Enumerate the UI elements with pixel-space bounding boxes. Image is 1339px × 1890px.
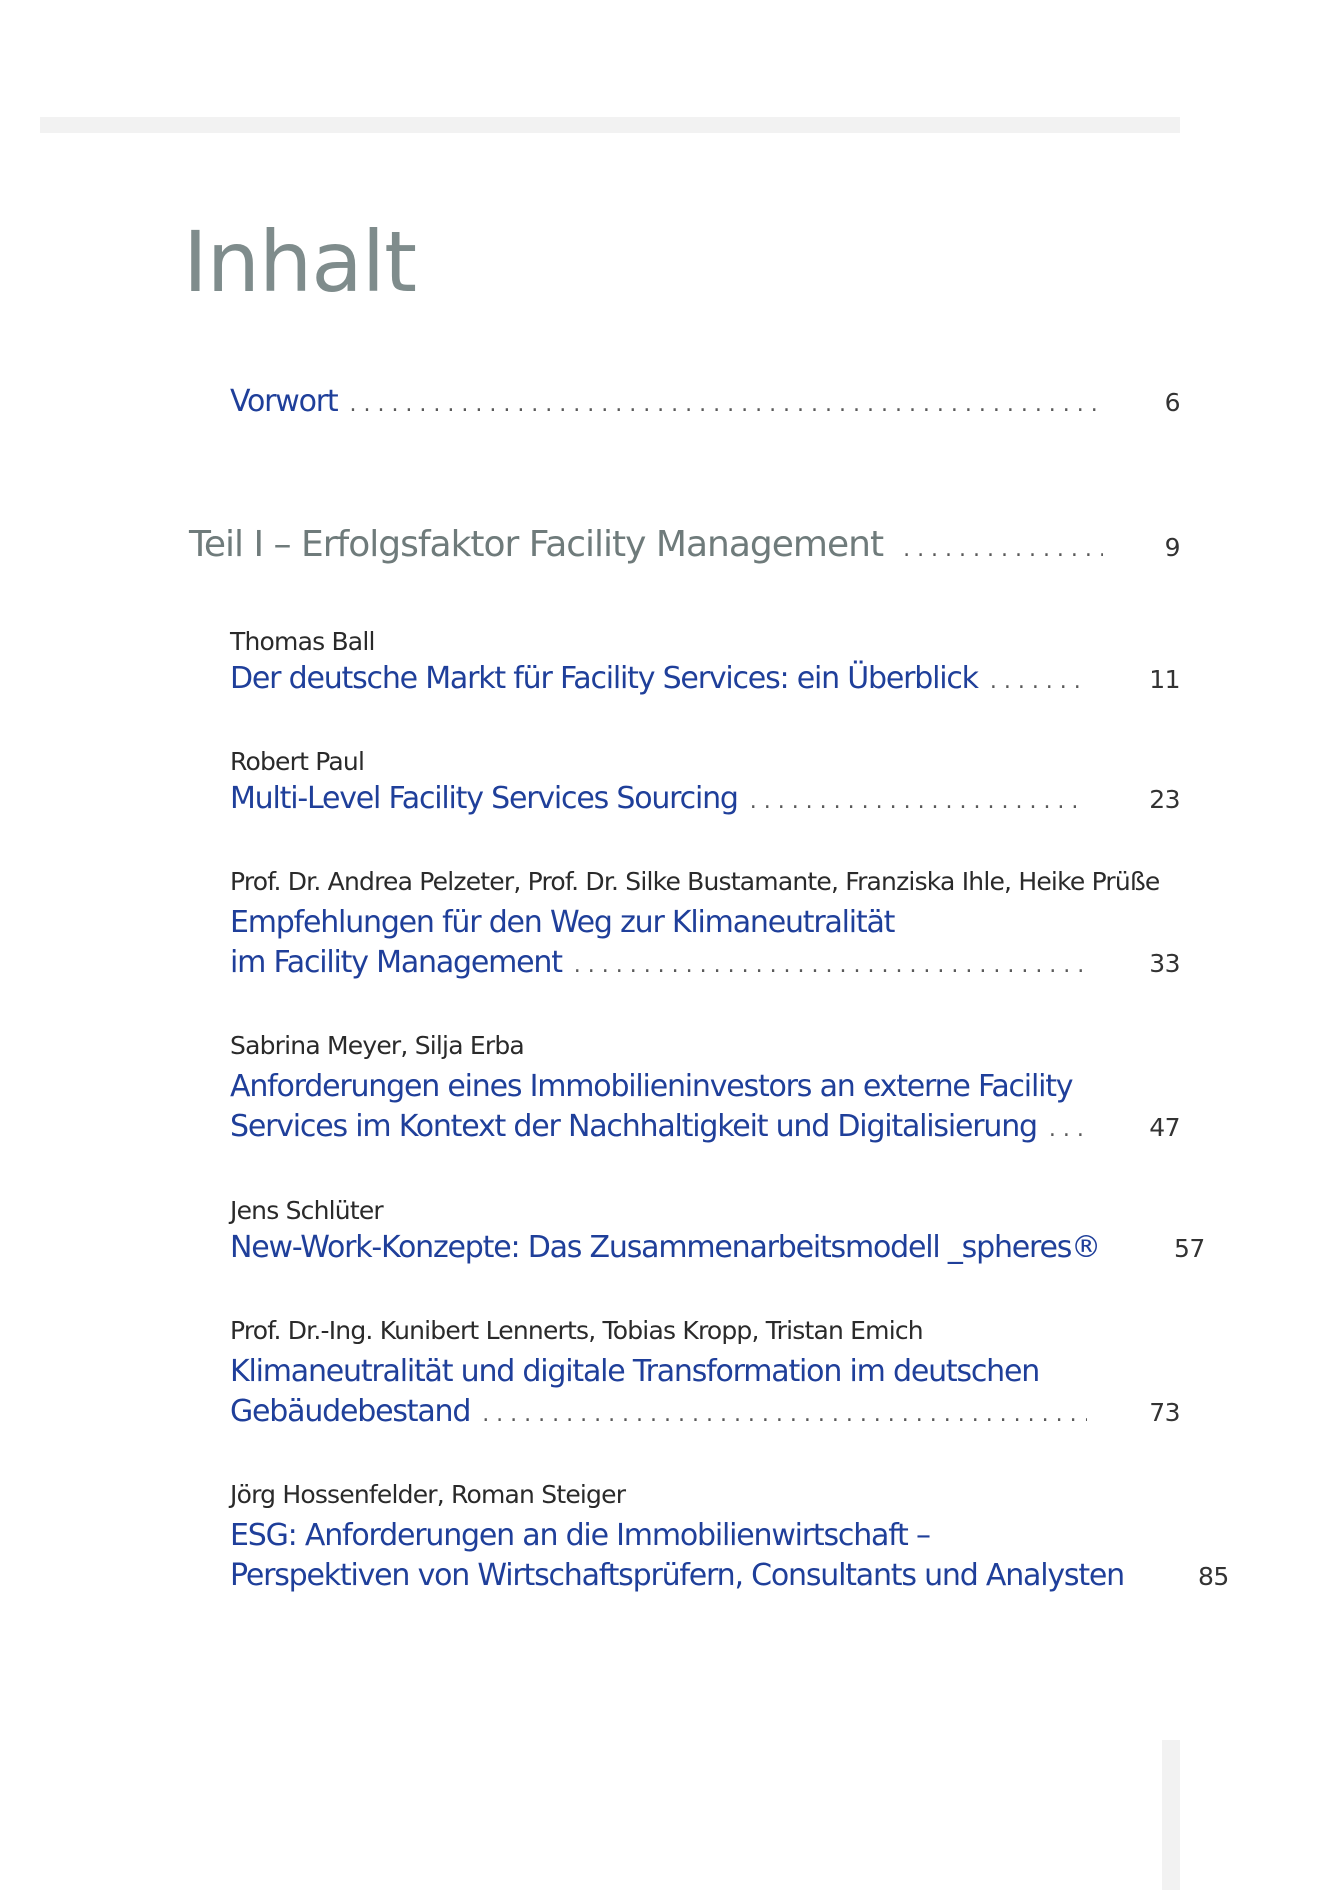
page-title: Inhalt — [183, 213, 416, 311]
toc-page-number: 57 — [1173, 1234, 1205, 1263]
toc-part-heading[interactable] — [189, 524, 1180, 565]
toc-entry[interactable] — [230, 743, 1180, 825]
part-title[interactable]: Teil I – Erfolgsfaktor Facility Management — [189, 524, 884, 565]
toc-title[interactable]: Perspektiven von Wirtschaftsprüfern, Consultants und Analysten — [230, 1558, 1124, 1593]
toc-title[interactable]: Der deutsche Markt für Facility Services: ein Überblick — [230, 661, 978, 696]
toc-page-number: 9 — [1164, 533, 1180, 562]
toc-author: Sabrina Meyer, Silja Erba — [230, 1031, 524, 1060]
toc-page-number: 47 — [1149, 1113, 1180, 1142]
dot-leader — [903, 539, 1103, 561]
dot-leader — [750, 791, 1087, 813]
toc-title-line[interactable]: Anforderungen eines Immobilieninvestors an externe Facility — [230, 1069, 1073, 1104]
toc-page-number: 33 — [1149, 949, 1180, 978]
dot-leader — [1049, 1119, 1087, 1141]
dot-leader — [990, 671, 1087, 693]
toc-author: Thomas Ball — [230, 627, 375, 656]
toc-entry-vorwort[interactable] — [230, 384, 1180, 428]
side-decorative-rule — [1162, 1740, 1180, 1890]
toc-title[interactable]: Services im Kontext der Nachhaltigkeit und Digitalisierung — [230, 1109, 1037, 1144]
toc-title[interactable]: im Facility Management — [230, 945, 562, 980]
toc-title[interactable]: New-Work-Konzepte: Das Zusammenarbeitsmodell _spheres® — [230, 1230, 1100, 1265]
toc-page-number: 85 — [1197, 1562, 1229, 1591]
toc-entry[interactable] — [230, 1312, 1180, 1438]
dot-leader — [574, 955, 1087, 977]
toc-author: Robert Paul — [230, 747, 365, 776]
dot-leader — [349, 394, 1102, 416]
toc-title-line[interactable]: ESG: Anforderungen an die Immobilienwirtschaft – — [230, 1518, 930, 1553]
toc-title[interactable]: Gebäudebestand — [230, 1394, 471, 1429]
toc-page-number: 23 — [1149, 785, 1180, 814]
toc-entry[interactable] — [230, 863, 1180, 989]
toc-author: Prof. Dr.-Ing. Kunibert Lennerts, Tobias Kropp, Tristan Emich — [230, 1316, 923, 1345]
top-decorative-rule — [40, 117, 1180, 133]
toc-entry[interactable] — [230, 1192, 1205, 1274]
toc-title[interactable]: Vorwort — [230, 384, 338, 419]
toc-author: Jens Schlüter — [230, 1196, 383, 1225]
toc-title[interactable]: Multi-Level Facility Services Sourcing — [230, 781, 738, 816]
toc-title-line[interactable]: Empfehlungen für den Weg zur Klimaneutralität — [230, 905, 895, 940]
toc-page-number: 73 — [1149, 1398, 1180, 1427]
toc-entry[interactable] — [230, 623, 1180, 705]
dot-leader — [482, 1404, 1087, 1426]
toc-entry[interactable] — [230, 1476, 1229, 1602]
toc-title-line[interactable]: Klimaneutralität und digitale Transformation im deutschen — [230, 1354, 1040, 1389]
toc-author: Prof. Dr. Andrea Pelzeter, Prof. Dr. Silke Bustamante, Franziska Ihle, Heike Prüße — [230, 867, 1160, 896]
toc-page-number: 11 — [1149, 665, 1180, 694]
toc-page-number: 6 — [1164, 388, 1180, 417]
toc-author: Jörg Hossenfelder, Roman Steiger — [230, 1480, 626, 1509]
toc-entry[interactable] — [230, 1027, 1180, 1153]
